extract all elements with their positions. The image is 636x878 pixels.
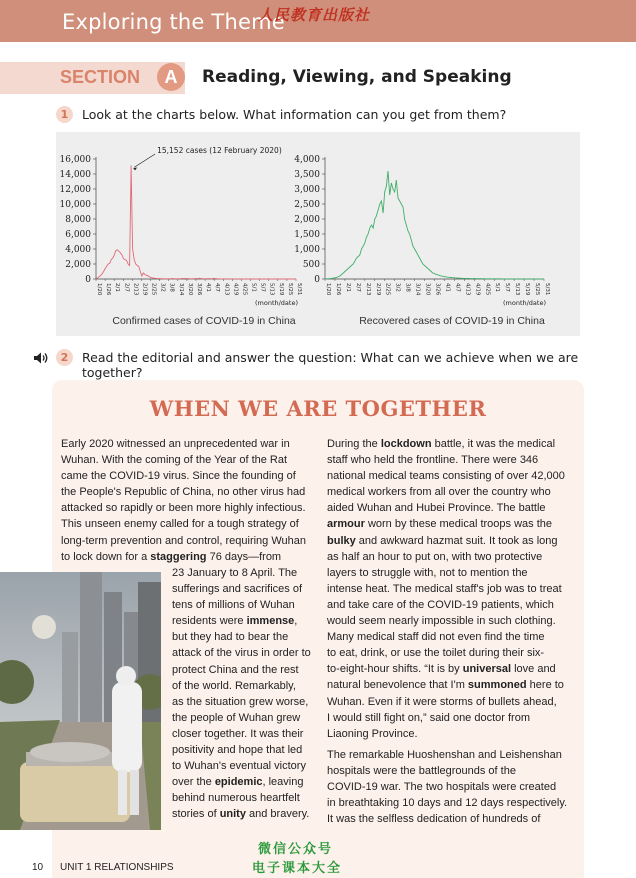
x-tick-label: 2/1 (114, 283, 121, 292)
x-tick-label: 4/7 (214, 283, 221, 292)
keyword: summoned (467, 679, 527, 692)
x-tick-label: 4/1 (205, 283, 212, 292)
text-line: as the situation grew worse, (172, 695, 309, 708)
y-tick-label: 2,000 (65, 260, 91, 270)
text-line: the People's Republic of China, no other virus had (61, 486, 306, 499)
text-line: I would still fight on,” said one doctor from (327, 711, 530, 724)
text-line: national medical teams consisting of over 42,000 (327, 470, 565, 483)
text-line: over the epidemic, leaving (172, 776, 304, 789)
y-tick-label: 1,500 (294, 230, 320, 240)
text-line: the people of Wuhan grew (172, 711, 301, 724)
x-tick-label: 2/7 (354, 283, 361, 292)
x-tick-label: 5/31 (296, 283, 302, 296)
unit-label: UNIT 1 RELATIONSHIPS (60, 862, 174, 873)
watermark-text: 微信公众号 (258, 842, 334, 857)
text-line: hospitals were the battlegrounds of the (327, 764, 516, 777)
text-line: of the world. Remarkably, (172, 679, 296, 692)
text-line: During the lockdown battle, it was the medical (327, 438, 556, 450)
x-tick-label: 4/1 (444, 283, 451, 292)
x-tick-label: 1/26 (334, 283, 341, 296)
x-tick-label: 5/25 (534, 283, 541, 296)
text-line: This unseen enemy called for a tough strategy of (61, 518, 299, 531)
text-line: The remarkable Huoshenshan and Leishenshan (327, 748, 562, 761)
text-line: to lock down for a staggering 76 days—from (61, 550, 282, 563)
text-line: behind numerous heartfelt (172, 792, 300, 805)
text-line: Liaoning Province. (327, 727, 418, 740)
x-tick-label: 4/25 (241, 283, 248, 296)
y-tick-label: 0 (85, 275, 91, 285)
question-number-badge: 1 (56, 106, 73, 123)
chart-caption: Confirmed cases of COVID-19 in China (112, 315, 296, 327)
series-line (96, 165, 296, 279)
section-letter-badge: A (157, 63, 185, 91)
text-line: sufferings and sacrifices of (172, 583, 303, 596)
y-tick-label: 10,000 (59, 200, 91, 210)
text-line: and take care of the COVID-19 patients, which (327, 598, 554, 611)
x-tick-label: 3/26 (434, 283, 441, 296)
annotation-arrowhead (133, 167, 137, 170)
text-line: Wuhan. With the coming of the Year of the Rat (61, 454, 288, 467)
y-tick-label: 4,000 (294, 155, 320, 165)
x-tick-label: 3/26 (196, 283, 202, 296)
editorial-left-column-wrap (172, 565, 314, 823)
text-line: residents were immense, (172, 615, 298, 628)
editorial-headline: WHEN WE ARE TOGETHER (149, 396, 487, 421)
series-line (325, 171, 544, 279)
publisher-logo-text: 人民教育出版社 (258, 6, 371, 24)
x-tick-label: 3/14 (177, 283, 184, 296)
question-number-badge: 2 (56, 349, 73, 366)
x-axis-label: (month/date) (502, 299, 546, 307)
x-tick-label: 3/14 (414, 283, 421, 296)
keyword: universal (462, 663, 512, 676)
text-line: medical workers from all over the country who (327, 486, 551, 499)
editorial-left-column-top (61, 436, 314, 565)
section-label: SECTION (60, 67, 141, 87)
x-tick-label: 2/25 (384, 283, 391, 296)
y-tick-label: 6,000 (65, 230, 91, 240)
section-title: Reading, Viewing, and Speaking (202, 67, 512, 87)
text-line: aided Wuhan and Hubei Province. The battle (327, 502, 546, 515)
text-line: would seem nearly impossible in such clothing. (327, 615, 556, 628)
keyword: immense (246, 615, 295, 628)
text-line: natural benevolence that I'm summoned here to (327, 679, 564, 692)
x-tick-label: 5/7 (259, 283, 266, 292)
x-tick-label: 4/19 (232, 283, 239, 296)
x-tick-label: 3/20 (424, 283, 431, 296)
watermark-text: 电子课本大全 (252, 861, 343, 876)
text-line: tens of millions of Wuhan (172, 599, 295, 612)
y-tick-label: 12,000 (59, 185, 91, 195)
x-tick-label: 4/7 (454, 283, 461, 292)
x-tick-label: 5/1 (250, 283, 257, 292)
text-line: attack of the virus in order to (172, 647, 311, 660)
text-line: It was the selfless dedication of hundreds of (327, 813, 541, 826)
y-tick-label: 3,500 (294, 170, 320, 180)
keyword: bulky (327, 534, 356, 547)
text-line: protect China and the rest (172, 663, 299, 676)
chart-caption: Recovered cases of COVID-19 in China (359, 315, 545, 327)
y-tick-label: 500 (302, 260, 320, 270)
x-tick-label: 3/8 (168, 283, 175, 292)
text-line: layers to struggle with, not to mention the (327, 566, 528, 579)
keyword: epidemic (214, 776, 263, 789)
speaker-icon[interactable] (33, 351, 49, 365)
x-tick-label: 3/8 (404, 283, 411, 292)
text-line: closer together. It was their (172, 727, 304, 740)
x-tick-label: 2/19 (374, 283, 381, 296)
x-tick-label: 5/19 (524, 283, 531, 296)
y-tick-label: 16,000 (59, 155, 91, 165)
text-line: to eat, drink, or use the toilet during their six- (327, 647, 545, 660)
x-tick-label: 2/13 (132, 283, 139, 296)
text-line: 23 January to 8 April. The (172, 567, 298, 579)
x-tick-label: 3/2 (394, 283, 401, 292)
text-line: long-term prevention and control, requiring Wuhan (61, 534, 306, 547)
editorial-right-column (327, 436, 576, 827)
x-tick-label: 2/1 (344, 283, 351, 292)
text-line: bulky and awkward hazmat suit. It took as long (327, 534, 558, 547)
keyword: unity (219, 808, 246, 821)
question-text: Look at the charts below. What information can you get from them? (82, 107, 507, 122)
text-line: to-eight-hour shifts. “It is by universal love and (327, 663, 556, 676)
text-line: as half an hour to put on, with two protective (327, 550, 543, 563)
y-tick-label: 14,000 (59, 170, 91, 180)
text-line: COVID-19 war. The two hospitals were created (327, 780, 557, 793)
chapter-title: Exploring the Theme (62, 10, 285, 34)
x-tick-label: 5/13 (268, 283, 275, 296)
covid-charts (56, 132, 580, 336)
x-tick-label: 1/26 (105, 283, 112, 296)
x-tick-label: 3/20 (186, 283, 193, 296)
x-tick-label: 1/20 (96, 283, 102, 296)
x-tick-label: 5/31 (544, 283, 550, 296)
text-line: to Wuhan's eventual victory (172, 760, 306, 773)
text-line: came the COVID-19 virus. Since the founding of (61, 470, 296, 483)
keyword: lockdown (380, 438, 432, 450)
x-tick-label: 2/25 (150, 283, 157, 296)
x-tick-label: 5/25 (286, 283, 293, 296)
keyword: staggering (150, 550, 207, 563)
annotation-label: 15,152 cases (12 February 2020) (157, 146, 282, 155)
x-tick-label: 2/13 (364, 283, 371, 296)
page-number: 10 (32, 862, 44, 873)
x-tick-label: 5/19 (277, 283, 284, 296)
annotation-arrow (134, 154, 155, 167)
text-line: Many medical staff did not even find the time (327, 631, 545, 644)
text-line: positivity and hope that led (172, 744, 303, 757)
y-tick-label: 3,000 (294, 185, 320, 195)
y-tick-label: 4,000 (65, 245, 91, 255)
text-line: in breathtaking 10 days and 12 days respectively. (327, 797, 568, 810)
x-tick-label: 4/13 (464, 283, 471, 296)
x-tick-label: 4/13 (223, 283, 230, 296)
x-tick-label: 5/7 (504, 283, 511, 292)
text-line: staff who held the frontline. There were 346 (327, 454, 539, 467)
x-tick-label: 3/2 (159, 283, 166, 292)
text-line: but they had to bear the (172, 631, 289, 644)
x-tick-label: 5/1 (494, 283, 501, 292)
y-tick-label: 2,000 (294, 215, 320, 225)
wuhan-street-photo (0, 572, 161, 830)
question-text: Read the editorial and answer the question: What can we achieve when we are together? (82, 350, 579, 380)
y-tick-label: 1,000 (294, 245, 320, 255)
text-line: Early 2020 witnessed an unprecedented war in (61, 438, 290, 450)
keyword: armour (327, 518, 365, 531)
header-bar (0, 0, 636, 42)
text-line: intense heat. The medical staff's job was to treat (327, 582, 562, 595)
x-tick-label: 1/20 (325, 283, 331, 296)
x-axis-label: (month/date) (254, 299, 298, 307)
y-tick-label: 8,000 (65, 215, 91, 225)
text-line: attacked so rapidly or been more highly infectious. (61, 502, 306, 515)
x-tick-label: 5/13 (514, 283, 521, 296)
x-tick-label: 4/25 (484, 283, 491, 296)
x-tick-label: 2/7 (123, 283, 130, 292)
x-tick-label: 4/19 (474, 283, 481, 296)
text-line: stories of unity and bravery. (172, 808, 310, 821)
text-line: Wuhan. Even if it were storms of bullets ahead, (327, 695, 557, 708)
y-tick-label: 2,500 (294, 200, 320, 210)
text-line: armour worn by these medical troops was the (327, 518, 552, 531)
y-tick-label: 0 (314, 275, 320, 285)
x-tick-label: 2/19 (141, 283, 148, 296)
